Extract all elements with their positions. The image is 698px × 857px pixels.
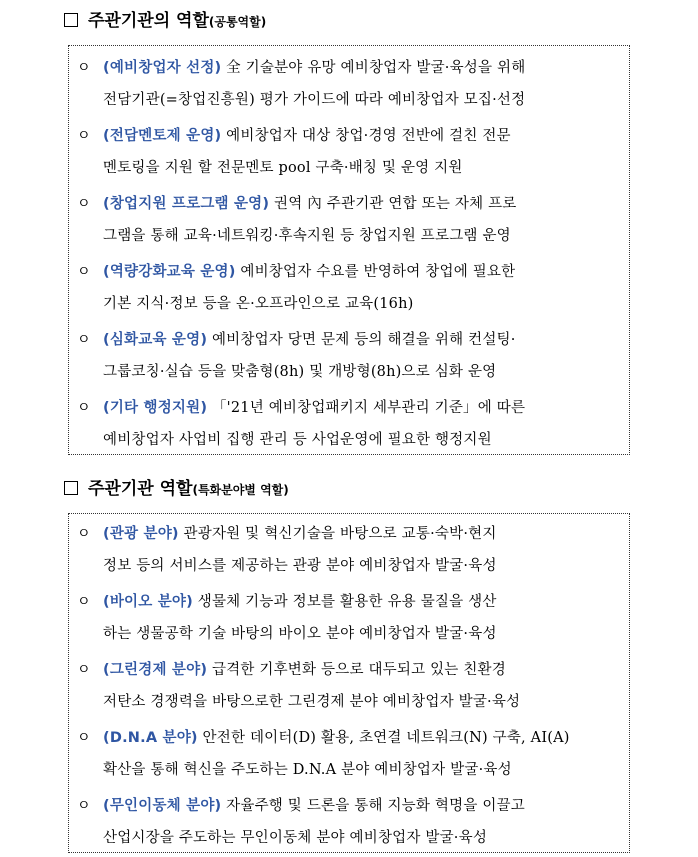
- section-subtitle: (특화분야별 역할): [192, 483, 289, 497]
- section-subtitle: (공통역할): [208, 15, 267, 29]
- bullet-icon: ㅇ: [77, 400, 91, 416]
- item-label: (D.N.A 분야): [103, 730, 198, 746]
- bullet-icon: ㅇ: [77, 526, 91, 542]
- item-text-continued: 예비창업자 사업비 집행 관리 등 사업운영에 필요한 행정지원: [103, 432, 492, 448]
- item-label: (관광 분야): [103, 526, 179, 542]
- item-text-continued: 멘토링을 지원 할 전문멘토 pool 구축·배칭 및 운영 지원: [103, 160, 463, 176]
- item-text-continued: 전담기관(=창업진흥원) 평가 가이드에 따라 예비창업자 모집·선정: [103, 92, 526, 108]
- section-heading: [64, 478, 289, 501]
- item-text: 「'21년 예비창업패키지 세부관리 기준」에 따른: [207, 400, 526, 416]
- section-title: 주관기관의 역할: [88, 11, 209, 31]
- item-text-continued: 산업시장을 주도하는 무인이동체 분야 예비창업자 발굴·육성: [103, 830, 488, 846]
- item-text: 예비창업자 대상 창업·경영 전반에 걸친 전문: [221, 128, 511, 144]
- item-label: (심화교육 운영): [103, 332, 208, 348]
- item-text: 全 기술분야 유망 예비창업자 발굴·육성을 위해: [221, 60, 526, 76]
- item-text-continued: 확산을 통해 혁신을 주도하는 D.N.A 분야 예비창업자 발굴·육성: [103, 762, 512, 778]
- item-label: (역량강화교육 운영): [103, 264, 236, 280]
- item-label: (기타 행정지원): [103, 400, 208, 416]
- item-label: (예비창업자 선정): [103, 60, 222, 76]
- item-text-continued: 하는 생물공학 기술 바탕의 바이오 분야 예비창업자 발굴·육성: [103, 626, 497, 642]
- section-heading: [64, 10, 266, 33]
- bullet-icon: ㅇ: [77, 662, 91, 678]
- item-text: 예비창업자 당면 문제 등의 해결을 위해 컨설팅·: [207, 332, 516, 348]
- item-text: 급격한 기후변화 등으로 대두되고 있는 친환경: [207, 662, 506, 678]
- item-text: 생물체 기능과 정보를 활용한 유용 물질을 생산: [192, 594, 497, 610]
- item-label: (창업지원 프로그램 운영): [103, 196, 270, 212]
- section-title: 주관기관 역할: [88, 479, 193, 499]
- item-label: (바이오 분야): [103, 594, 193, 610]
- bullet-icon: ㅇ: [77, 332, 91, 348]
- bullet-icon: ㅇ: [77, 196, 91, 212]
- item-text-continued: 그룹코칭·실습 등을 맞춤형(8h) 및 개방형(8h)으로 심화 운영: [103, 364, 497, 380]
- bullet-icon: ㅇ: [77, 798, 91, 814]
- item-text: 관광자원 및 혁신기술을 바탕으로 교통·숙박·현지: [178, 526, 497, 542]
- roles-box: [68, 513, 630, 853]
- item-text-continued: 그램을 통해 교육·네트워킹·후속지원 등 창업지원 프로그램 운영: [103, 228, 511, 244]
- item-text: 자율주행 및 드론을 통해 지능화 혁명을 이끌고: [221, 798, 525, 814]
- checkbox-icon: [64, 481, 78, 495]
- item-label: (전담멘토제 운영): [103, 128, 222, 144]
- item-text: 예비창업자 수요를 반영하여 창업에 필요한: [235, 264, 516, 280]
- bullet-icon: ㅇ: [77, 128, 91, 144]
- item-text: 권역 內 주관기관 연합 또는 자체 프로: [269, 196, 517, 212]
- item-text-continued: 저탄소 경쟁력을 바탕으로한 그린경제 분야 예비창업자 발굴·육성: [103, 694, 521, 710]
- bullet-icon: ㅇ: [77, 594, 91, 610]
- roles-box: [68, 45, 630, 455]
- item-label: (무인이동체 분야): [103, 798, 222, 814]
- item-text-continued: 정보 등의 서비스를 제공하는 관광 분야 예비창업자 발굴·육성: [103, 558, 497, 574]
- checkbox-icon: [64, 13, 78, 27]
- bullet-icon: ㅇ: [77, 730, 91, 746]
- item-label: (그린경제 분야): [103, 662, 208, 678]
- item-text: 안전한 데이터(D) 활용, 초연결 네트워크(N) 구축, AI(A): [197, 730, 570, 746]
- bullet-icon: ㅇ: [77, 60, 91, 76]
- bullet-icon: ㅇ: [77, 264, 91, 280]
- item-text-continued: 기본 지식·정보 등을 온·오프라인으로 교육(16h): [103, 296, 414, 312]
